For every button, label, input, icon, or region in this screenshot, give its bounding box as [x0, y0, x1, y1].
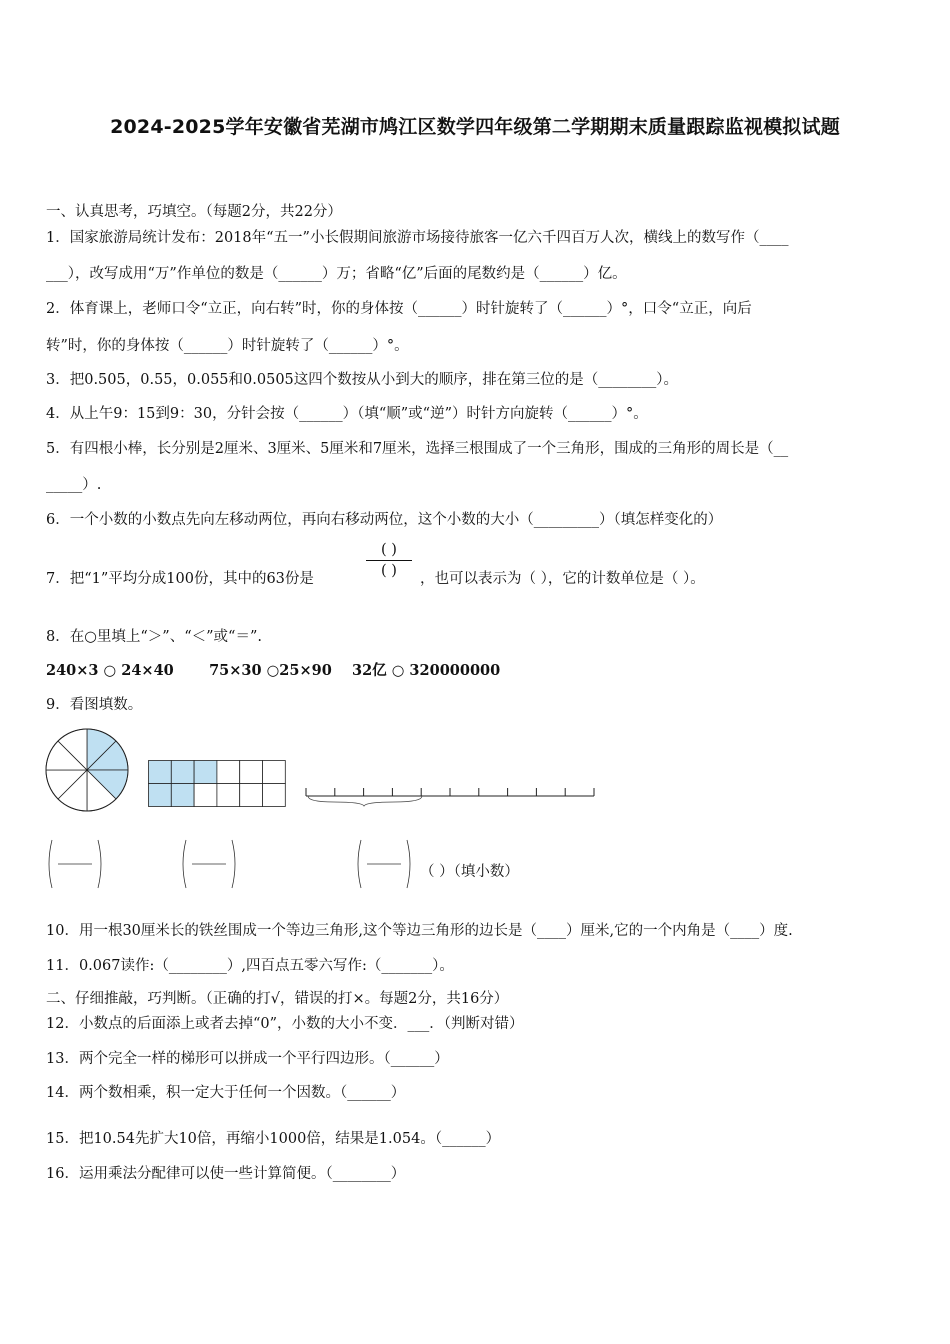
question-8-expressions: 240×3 ○ 24×40 75×30 ○25×90 32亿 ○ 320000000: [46, 662, 501, 679]
question-5-line2: _____）.: [46, 477, 102, 493]
grid-cell: [217, 784, 240, 807]
grid-cell: [194, 784, 217, 807]
segment-line-figure: [304, 784, 598, 808]
page-title: 2024-2025学年安徽省芜湖市鸠江区数学四年级第二学期期末质量跟踪监视模拟试题: [110, 116, 840, 138]
question-15: 15．把10.54先扩大10倍，再缩小1000倍，结果是1.054。（______）: [46, 1131, 501, 1147]
grid-cell: [240, 784, 263, 807]
grid-cell: [149, 784, 172, 807]
question-7-fraction: [362, 542, 416, 579]
question-8: 8．在○里填上“＞”、“＜”或“＝”.: [46, 629, 262, 645]
grid-cell: [171, 784, 194, 807]
question-1-line1: 1．国家旅游局统计发布：2018年“五一”小长假期间旅游市场接待旅客一亿六千四百万人次，横线上的数写作（____: [46, 230, 789, 246]
answer-box-grid[interactable]: [180, 838, 240, 890]
grid-cell: [263, 761, 286, 784]
grid-cell: [217, 761, 240, 784]
question-4: 4．从上午9：15到9：30，分针会按（______）（填“顺”或“逆”）时针方向旋转（______）°。: [46, 406, 648, 422]
question-9-answer: （ ）（填小数）: [420, 864, 519, 880]
grid-figure: [148, 760, 286, 808]
segment-ticks: [306, 788, 594, 796]
question-2-line1: 2．体育课上，老师口令“立正，向右转”时，你的身体按（______）时针旋转了（______）°，口令“立正，向后: [46, 301, 752, 317]
grid-cell: [263, 784, 286, 807]
grid-cell: [240, 761, 263, 784]
segment-brace: [308, 796, 422, 806]
fraction-numerator: ( ): [381, 542, 397, 558]
fraction-bar: [366, 560, 412, 561]
answer-box-circle[interactable]: [46, 838, 106, 890]
circle-figure: [44, 727, 130, 813]
question-12: 12．小数点的后面添上或者去掉“0”，小数的大小不变．___．（判断对错）: [46, 1016, 524, 1032]
section1-header: 一、认真思考，巧填空。（每题2分，共22分）: [46, 204, 342, 220]
question-6: 6．一个小数的小数点先向左移动两位，再向右移动两位，这个小数的大小（_________）（填怎样变化的）: [46, 512, 723, 528]
question-7-suffix: ，也可以表示为（ ），它的计数单位是（ ）。: [420, 571, 705, 587]
grid-cell: [149, 761, 172, 784]
grid-cell: [171, 761, 194, 784]
question-7-prefix: 7．把“1”平均分成100份，其中的63份是: [46, 571, 314, 587]
question-14: 14．两个数相乘，积一定大于任何一个因数。（______）: [46, 1085, 406, 1101]
question-2-line2: 转”时，你的身体按（______）时针旋转了（______）°。: [46, 338, 409, 354]
question-10: 10．用一根30厘米长的铁丝围成一个等边三角形,这个等边三角形的边长是（____）厘米,它的一个内角是（____）度.: [46, 923, 793, 939]
question-13: 13．两个完全一样的梯形可以拼成一个平行四边形。（______）: [46, 1051, 449, 1067]
question-16: 16．运用乘法分配律可以使一些计算简便。（________）: [46, 1166, 406, 1182]
fraction-denominator: ( ): [381, 563, 397, 579]
grid-cells: [149, 761, 286, 807]
answer-box-line[interactable]: [355, 838, 415, 890]
question-11: 11．0.067读作:（________）,四百点五零六写作:（_______）。: [46, 958, 454, 974]
question-5-line1: 5．有四根小棒，长分别是2厘米、3厘米、5厘米和7厘米，选择三根围成了一个三角形，围成的三角形的周长是（__: [46, 441, 789, 457]
section2-header: 二、仔细推敲，巧判断。（正确的打√，错误的打×。每题2分，共16分）: [46, 991, 509, 1007]
question-9: 9．看图填数。: [46, 697, 143, 713]
question-1-line2: ___），改写成用“万”作单位的数是（______）万；省略“亿”后面的尾数约是（______）亿。: [46, 266, 627, 282]
question-3: 3．把0.505，0.55，0.055和0.0505这四个数按从小到大的顺序，排在第三位的是（________）。: [46, 372, 679, 388]
grid-cell: [194, 761, 217, 784]
